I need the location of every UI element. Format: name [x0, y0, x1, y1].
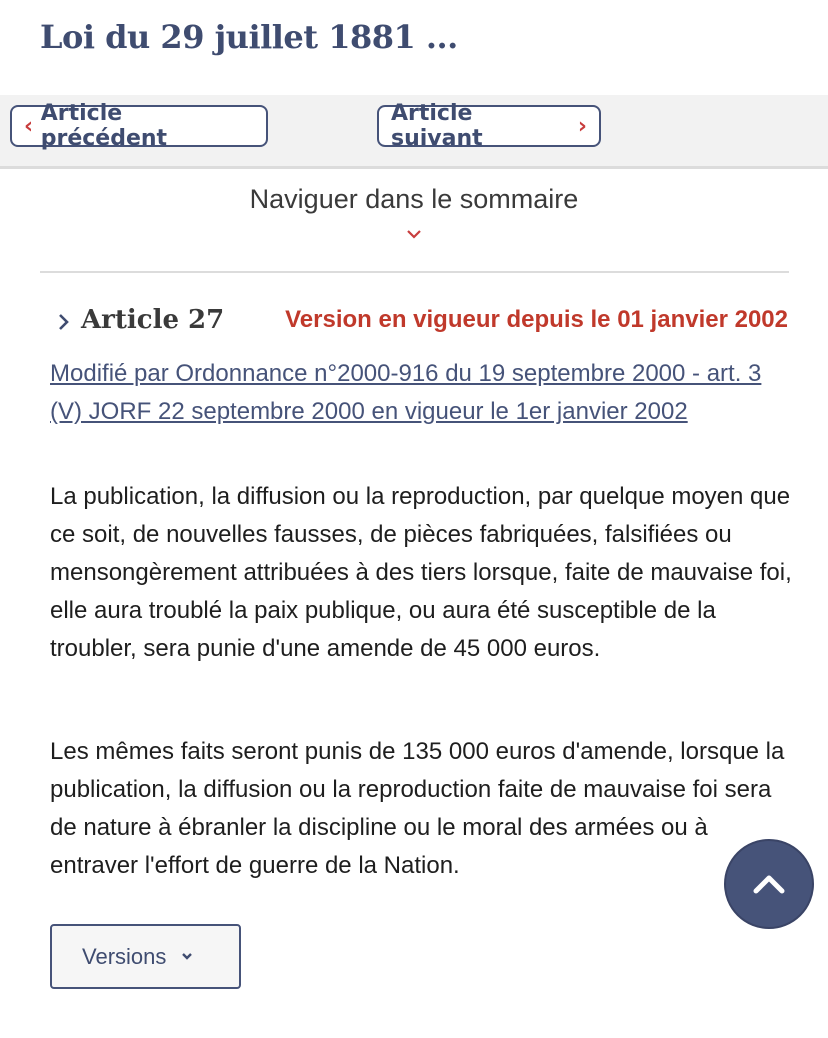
- next-article-button[interactable]: [377, 101, 601, 151]
- version-status: Version en vigueur depuis le 01 janvier 2002: [285, 306, 788, 333]
- previous-article-label: Article précédent: [40, 101, 168, 151]
- chevron-right-icon[interactable]: [57, 313, 71, 331]
- next-article-label: Article suivant: [391, 101, 483, 151]
- versions-button[interactable]: [50, 924, 241, 989]
- versions-button-label: Versions: [82, 943, 167, 969]
- back-to-top-button[interactable]: [724, 839, 814, 929]
- summary-toggle[interactable]: [0, 184, 828, 215]
- article-paragraph: Les mêmes faits seront punis de 135 000 euros d'amende, lorsque la publication, la diffusion ou la reproduction faite de mauvaise foi sera de nature à ébranler la discipline ou le moral des armées ou à entraver l'effort de guerre de la Nation.: [50, 738, 785, 879]
- page-title: Loi du 29 juillet 1881 ...: [40, 18, 458, 56]
- chevron-right-icon: ›: [577, 113, 587, 139]
- summary-toggle-label: Naviguer dans le sommaire: [249, 184, 579, 214]
- chevron-left-icon: ‹: [24, 113, 34, 139]
- article-paragraph: La publication, la diffusion ou la reproduction, par quelque moyen que ce soit, de nouvelles fausses, de pièces fabriquées, falsifiées ou mensongèrement attribuées à des tiers lorsque, faite de mauvaise foi, elle aura troublé la paix publique, ou aura été susceptible de la troubler, sera punie d'une amende de 45 000 euros.: [50, 483, 792, 662]
- article-navigation-bar: [0, 95, 828, 169]
- previous-article-button[interactable]: [10, 101, 268, 151]
- modification-link[interactable]: Modifié par Ordonnance n°2000-916 du 19 septembre 2000 - art. 3 (V) JORF 22 septembre 2000 en vigueur le 1er janvier 2002: [50, 360, 762, 425]
- chevron-down-icon[interactable]: [405, 228, 423, 240]
- chevron-down-icon: [180, 952, 194, 962]
- chevron-up-icon: [751, 872, 787, 896]
- article-title[interactable]: Article 27: [81, 305, 225, 335]
- divider: [40, 271, 789, 273]
